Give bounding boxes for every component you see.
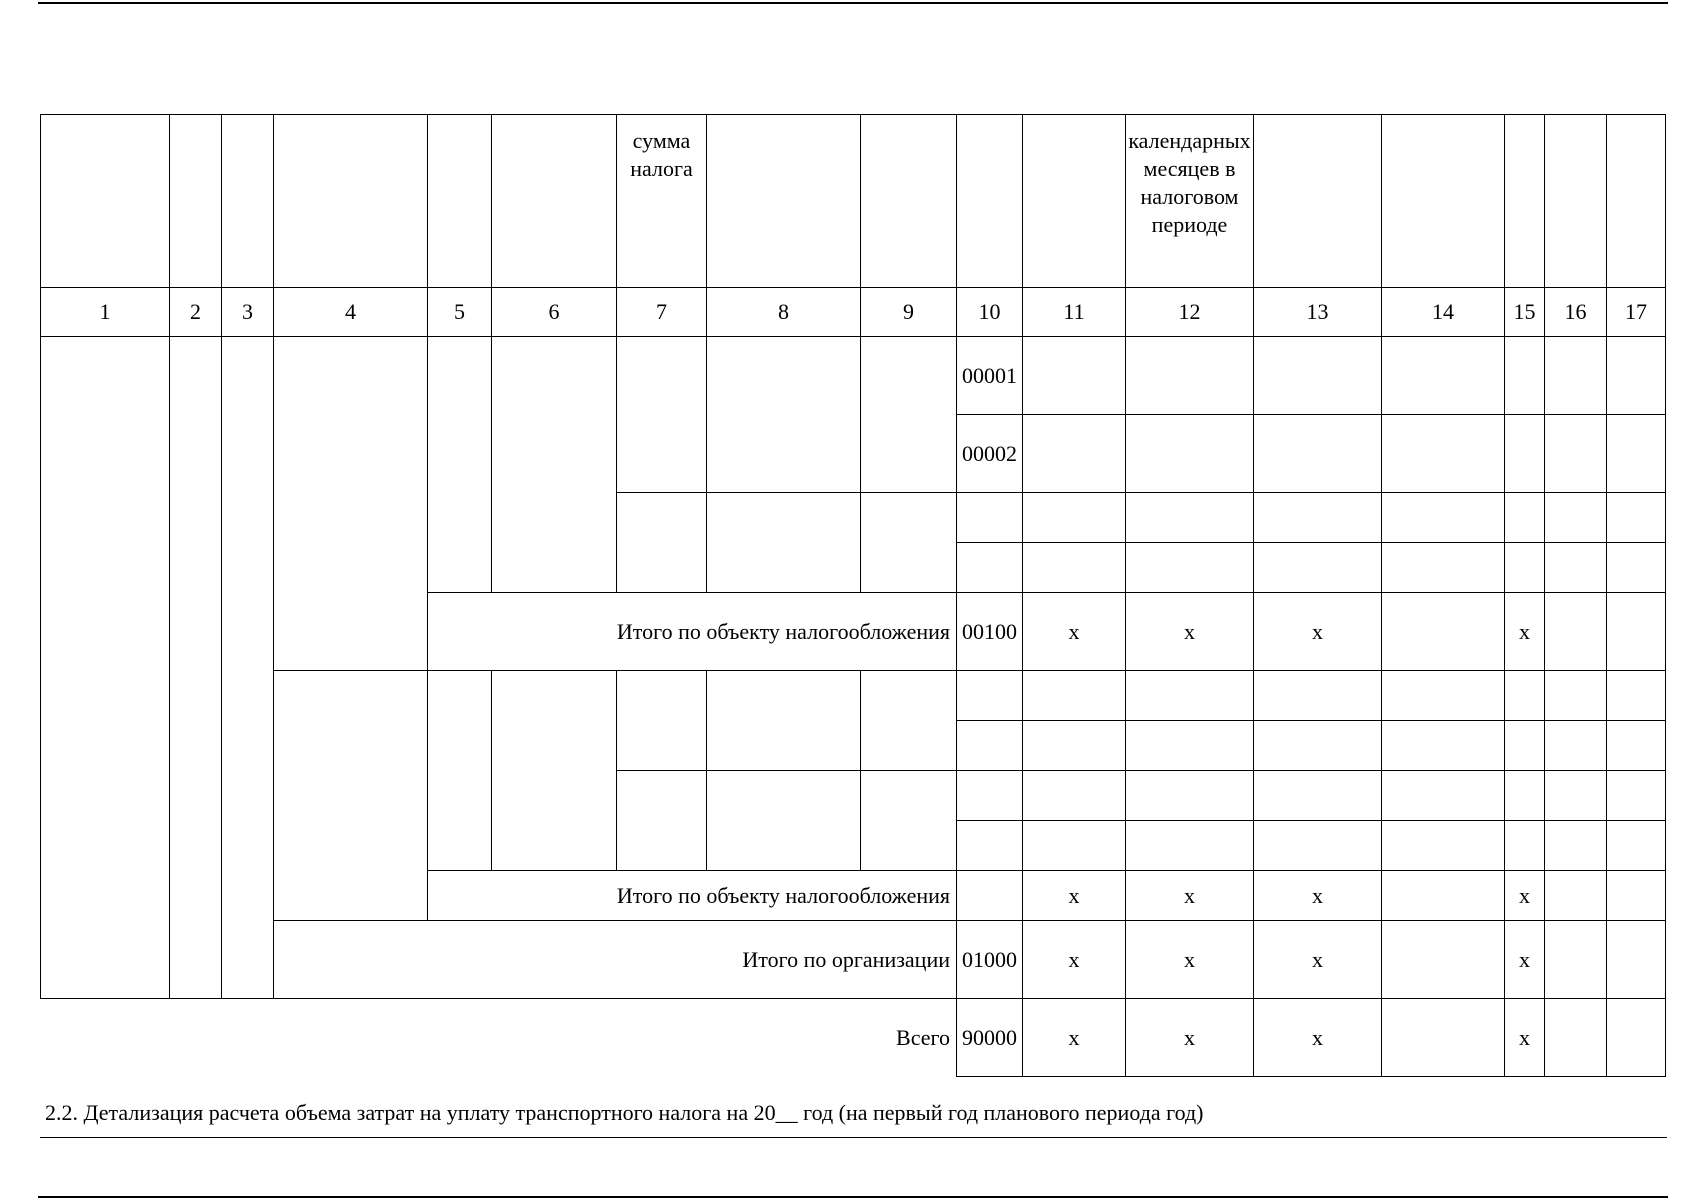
table-cell: [1545, 921, 1607, 999]
cell-col1: [41, 337, 170, 999]
x-mark: х: [1505, 871, 1545, 921]
table-cell: [1545, 999, 1607, 1077]
table-cell: [1254, 821, 1382, 871]
table-cell: [1382, 771, 1505, 821]
table-cell: [1607, 721, 1666, 771]
col-num: 5: [428, 288, 492, 337]
table-cell: [1126, 337, 1254, 415]
table-cell: [1382, 671, 1505, 721]
table-cell: [1607, 771, 1666, 821]
table-cell: [1023, 415, 1126, 493]
table-cell: [957, 871, 1023, 921]
col-num: 8: [707, 288, 861, 337]
col-num: 16: [1545, 288, 1607, 337]
col-num: 14: [1382, 288, 1505, 337]
table-cell: [1126, 821, 1254, 871]
section-title: 2.2. Детализация расчета объема затрат на уплату транспортного налога на 20__ год (на первый год планового периода год): [45, 1100, 1204, 1125]
x-mark: х: [1023, 999, 1126, 1077]
table-cell: [957, 721, 1023, 771]
cell-col8: [707, 671, 861, 771]
row-code: 90000: [957, 999, 1023, 1077]
table-cell: [1607, 821, 1666, 871]
table-cell: [1505, 337, 1545, 415]
table-cell: [957, 543, 1023, 593]
table-cell: [1545, 543, 1607, 593]
x-mark: х: [1126, 999, 1254, 1077]
col-num: 3: [222, 288, 274, 337]
table-cell: [1505, 671, 1545, 721]
header-col7: сумма налога: [617, 115, 707, 288]
header-cell: [1545, 115, 1607, 288]
col-num: 17: [1607, 288, 1666, 337]
table-cell: [1505, 821, 1545, 871]
table-cell: [1607, 493, 1666, 543]
table-cell: [957, 493, 1023, 543]
org-total-label: Итого по организации: [274, 921, 957, 999]
table-cell: [1545, 337, 1607, 415]
table-cell: [1545, 871, 1607, 921]
object-total-label: Итого по объекту налогообложения: [428, 593, 957, 671]
cell-col7: [617, 337, 707, 493]
header-cell: [1505, 115, 1545, 288]
table-cell: [1126, 671, 1254, 721]
x-mark: х: [1505, 593, 1545, 671]
cell-col6: [492, 671, 617, 871]
header-cell: [861, 115, 957, 288]
table-cell: [1505, 771, 1545, 821]
table-cell: [1505, 721, 1545, 771]
table-cell: [1254, 721, 1382, 771]
table-cell: [1023, 821, 1126, 871]
table-cell: [1254, 543, 1382, 593]
table-cell: [1607, 337, 1666, 415]
row-code: 00001: [957, 337, 1023, 415]
table-cell: [1607, 415, 1666, 493]
x-mark: х: [1023, 871, 1126, 921]
table-cell: [1254, 493, 1382, 543]
grand-total-label: Всего: [41, 999, 957, 1077]
cell-col8: [707, 337, 861, 493]
header-cell: [222, 115, 274, 288]
table-cell: [1023, 337, 1126, 415]
x-mark: х: [1126, 593, 1254, 671]
table-cell: [1545, 415, 1607, 493]
header-cell: [1382, 115, 1505, 288]
table-cell: [1126, 543, 1254, 593]
col-num: 15: [1505, 288, 1545, 337]
table-cell: [1382, 721, 1505, 771]
cell-col8: [707, 493, 861, 593]
cell-col7: [617, 771, 707, 871]
col-num: 7: [617, 288, 707, 337]
col-num: 10: [957, 288, 1023, 337]
cell-col8: [707, 771, 861, 871]
col-num: 9: [861, 288, 957, 337]
table-cell: [1126, 493, 1254, 543]
header-cell: [1023, 115, 1126, 288]
col-num: 11: [1023, 288, 1126, 337]
bottom-rule: [38, 1196, 1668, 1198]
x-mark: х: [1023, 921, 1126, 999]
cell-col6: [492, 337, 617, 593]
x-mark: х: [1254, 593, 1382, 671]
table-cell: [1254, 671, 1382, 721]
table-cell: [1023, 493, 1126, 543]
cell-col5: [428, 337, 492, 593]
table-cell: [1382, 543, 1505, 593]
header-col12: календарных месяцев в налоговом периоде: [1126, 115, 1254, 288]
top-rule: [38, 2, 1668, 4]
table-cell: [1023, 671, 1126, 721]
table-cell: [957, 821, 1023, 871]
table-cell: [957, 771, 1023, 821]
header-cell: [707, 115, 861, 288]
table-cell: [1505, 493, 1545, 543]
header-cell: [492, 115, 617, 288]
table-cell: [1382, 999, 1505, 1077]
x-mark: х: [1023, 593, 1126, 671]
table-cell: [1023, 543, 1126, 593]
table-cell: [1545, 771, 1607, 821]
table-cell: [1254, 415, 1382, 493]
header-cell: [1607, 115, 1666, 288]
col-num: 1: [41, 288, 170, 337]
table-cell: [1126, 415, 1254, 493]
table-cell: [1382, 593, 1505, 671]
header-cell: [428, 115, 492, 288]
table-cell: [1545, 593, 1607, 671]
cell-col9: [861, 337, 957, 493]
table-cell: [1382, 337, 1505, 415]
x-mark: х: [1126, 921, 1254, 999]
table-cell: [1545, 671, 1607, 721]
cell-col7: [617, 493, 707, 593]
row-code: 01000: [957, 921, 1023, 999]
cell-col9: [861, 771, 957, 871]
header-row: [41, 115, 1666, 288]
table-row: [41, 671, 1666, 721]
x-mark: х: [1254, 871, 1382, 921]
col-num: 12: [1126, 288, 1254, 337]
table-cell: [1607, 671, 1666, 721]
x-mark: х: [1254, 999, 1382, 1077]
table-cell: [1607, 543, 1666, 593]
table-cell: [1126, 721, 1254, 771]
cell-col4: [274, 337, 428, 671]
row-code: 00002: [957, 415, 1023, 493]
table-cell: [1545, 721, 1607, 771]
table-cell: [1382, 821, 1505, 871]
table-cell: [1505, 543, 1545, 593]
header-cell: [170, 115, 222, 288]
row-code: 00100: [957, 593, 1023, 671]
table-cell: [957, 671, 1023, 721]
table-row: [41, 337, 1666, 415]
cell-col2: [170, 337, 222, 999]
col-num: 2: [170, 288, 222, 337]
column-number-row: [41, 288, 1666, 337]
table-cell: [1607, 593, 1666, 671]
section-underline: [40, 1137, 1667, 1138]
cell-col3: [222, 337, 274, 999]
x-mark: х: [1505, 999, 1545, 1077]
table-cell: [1382, 415, 1505, 493]
table-cell: [1254, 337, 1382, 415]
cell-col9: [861, 671, 957, 771]
col-num: 13: [1254, 288, 1382, 337]
org-total-row: [41, 921, 1666, 999]
cell-col5: [428, 671, 492, 871]
table-cell: [1023, 771, 1126, 821]
table-cell: [1382, 921, 1505, 999]
table-cell: [1607, 999, 1666, 1077]
cell-col9: [861, 493, 957, 593]
x-mark: х: [1505, 921, 1545, 999]
table-cell: [1545, 493, 1607, 543]
header-cell: [274, 115, 428, 288]
header-cell: [41, 115, 170, 288]
col-num: 6: [492, 288, 617, 337]
cell-col7: [617, 671, 707, 771]
col-num: 4: [274, 288, 428, 337]
transport-tax-table: [40, 114, 1666, 1077]
x-mark: х: [1254, 921, 1382, 999]
table-cell: [1254, 771, 1382, 821]
header-cell: [1254, 115, 1382, 288]
table-cell: [1126, 771, 1254, 821]
table-cell: [1023, 721, 1126, 771]
object-total-label: Итого по объекту налогообложения: [428, 871, 957, 921]
x-mark: х: [1126, 871, 1254, 921]
cell-col4: [274, 671, 428, 921]
table-cell: [1382, 871, 1505, 921]
table-cell: [1382, 493, 1505, 543]
table-cell: [1607, 921, 1666, 999]
table-cell: [1545, 821, 1607, 871]
header-cell: [957, 115, 1023, 288]
table-cell: [1607, 871, 1666, 921]
table-cell: [1505, 415, 1545, 493]
grand-total-row: [41, 999, 1666, 1077]
